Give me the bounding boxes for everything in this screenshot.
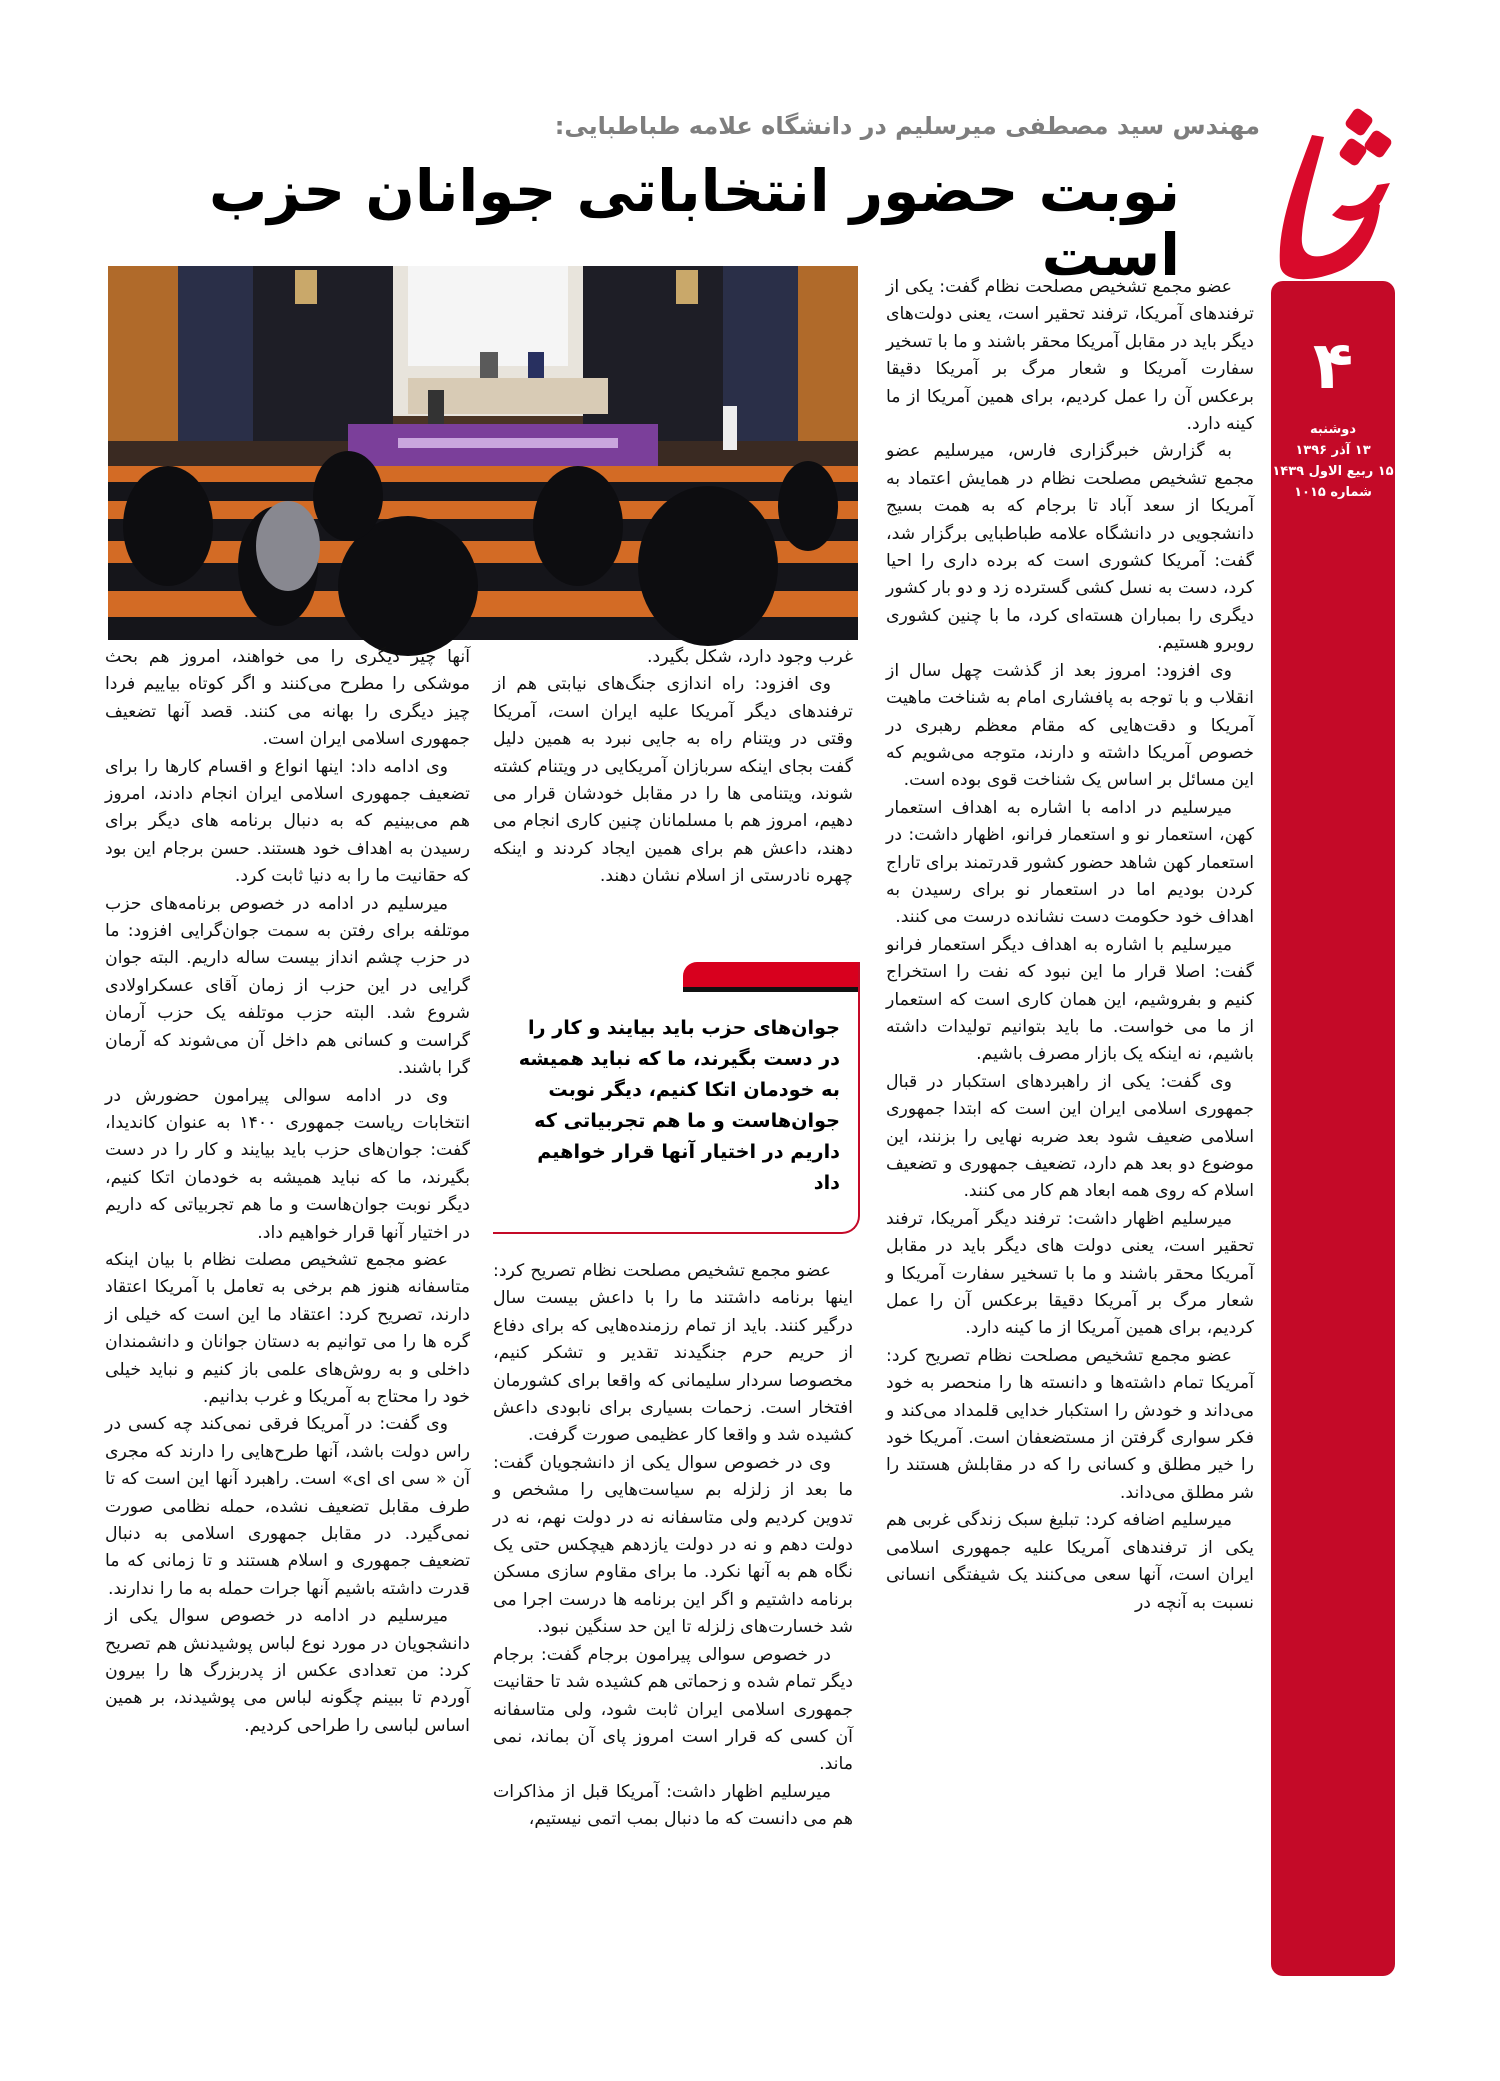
- auditorium-photo-icon: [108, 266, 858, 640]
- paragraph: عضو مجمع تشخیص مصلحت نظام گفت: یکی از ترفندهای آمریکا، ترفند تحقیر است، یعنی دولت‌های دیگر باید در مقابل آمریکا محقر باشند و ما با تسخیر سفارت آمریکا و شعار مرگ بر آمریکا دقیقا برعکس آن را عمل کردیم، برای همین آمریکا از ما کینه دارد.: [886, 277, 1254, 435]
- paragraph: وی در ادامه سوالی پیرامون حضورش در انتخابات ریاست جمهوری ۱۴۰۰ به عنوان کاندیدا، گفت: جوان‌های حزب باید بیایند و کار را در دست بگیرند، ما که نباید همیشه به خودمان اتکا کنیم، دیگر نوبت جوان‌هاست و ما هم تجربیاتی که داریم در اختیار آنها قرار خواهیم داد.: [105, 1085, 470, 1243]
- article-column-right: [886, 274, 1254, 1617]
- paragraph: میرسلیم اظهار داشت: ترفند دیگر آمریکا، ترفند تحقیر است، یعنی دولت های دیگر باید در مقابل آمریکا محقر باشند و ما با تسخیر سفارت آمریکا و شعار مرگ بر آمریکا دقیقا برعکس آن را عمل کردیم، برای همین آمریکا از ما کینه دارد.: [886, 1208, 1254, 1339]
- paragraph: عضو مجمع تشخیص مصلحت نظام تصریح کرد: آمریکا تمام داشته‌ها و دانسته ها را منحصر به خود می‌داند و خودش را استکبار خدایی قلمداد می‌کند و فکر سواری گرفتن از مستضعفان است. آمریکا خود را خیر مطلق و کسانی را که در مقابلش هستند را شر مطلق می‌داند.: [886, 1345, 1254, 1503]
- pull-quote-accent-bar: [683, 962, 858, 992]
- paragraph: غرب وجود دارد، شکل بگیرد.: [647, 647, 853, 667]
- paragraph: در خصوص سوالی پیرامون برجام گفت: برجام دیگر تمام شده و زحماتی هم کشیده شد تا حقانیت جمهوری اسلامی ایران ثابت شود، ولی متاسفانه آن کسی که قرار است امروز پای آن بماند، نمی ماند.: [493, 1644, 853, 1775]
- date-solar: ۱۳ آذر ۱۳۹۶: [1295, 443, 1371, 458]
- paragraph: وی افزود: امروز بعد از گذشت چهل سال از انقلاب و با توجه به پافشاری امام به شناخت ماهیت آمریکا و دقت‌هایی که مقام معظم رهبری در خصوص آمریکا داشته و دارند، متوجه می‌شویم که این مسائل بر اساس یک شناخت قوی بوده است.: [886, 660, 1254, 791]
- paragraph: عضو مجمع تشخیص مصلحت نظام تصریح کرد: اینها برنامه داشتند ما را با داعش بیست سال درگیر کنند. باید از تمام رزمنده‌هایی که برای دفاع از حریم حرم جنگیدند تقدیر و تشکر کنیم، مخصوصا سردار سلیمانی که واقعا برای کشورمان افتخار است. زحمات بسیاری برای نابودی داعش کشیده شد و واقعا کار عظیمی صورت گرفت.: [493, 1261, 853, 1446]
- newspaper-logo: [1244, 90, 1402, 285]
- pull-quote-text: جوان‌های حزب باید بیایند و کار را در دست بگیرند، ما که نباید همیشه به خودمان اتکا کنیم، دیگر نوبت جوان‌هاست و ما هم تجربیاتی که داریم در اختیار آنها قرار خواهیم داد: [518, 1016, 840, 1194]
- weekday: دوشنبه: [1309, 422, 1357, 437]
- svg-text:شما: شما: [1244, 90, 1272, 109]
- issue-meta: [1271, 419, 1395, 503]
- paragraph: وی در خصوص سوال یکی از دانشجویان گفت: ما بعد از زلزله بم سیاست‌هایی را مشخص و تدوین کردیم ولی متاسفانه نه در دولت نهم، نه در دولت دهم و نه در دولت یازدهم هیچکس حتی یک نگاه هم به آنها نکرد. ما برای مقاوم سازی مسکن برنامه داشتیم و اگر این برنامه ها درست اجرا می شد خسارت‌های زلزله تا این حد سنگین نبود.: [493, 1452, 853, 1638]
- paragraph: میرسلیم در ادامه با اشاره به اهداف استعمار کهن، استعمار نو و استعمار فرانو، اظهار داشت: در استعمار کهن شاهد حضور کشور قدرتمند برای تاراج کردن بودیم اما در استعمار نو برای رسیدن به اهداف خود حکومت دست نشانده درست می کنند.: [886, 797, 1254, 928]
- logo-glyph-icon: [1244, 90, 1402, 285]
- page-number: ۴: [1312, 327, 1354, 404]
- article-column-middle-bottom: [493, 1258, 853, 1834]
- pull-quote-box: [493, 962, 860, 1234]
- paragraph: وی گفت: در آمریکا فرقی نمی‌کند چه کسی در راس دولت باشد، آنها طرح‌هایی را دارند که مجری آن « سی ای ای» است. راهبرد آنها این است که تا طرف مقابل تضعیف نشده، حمله نظامی صورت نمی‌گیرد. در مقابل جمهوری اسلامی به دنبال تضعیف جمهوری و اسلام هستند و تا زمانی که ما قدرت داشته باشیم آنها جرات حمله به ما را ندارند.: [105, 1414, 470, 1599]
- paragraph: به گزارش خبرگزاری فارس، میرسلیم عضو مجمع تشخیص مصلحت نظام در همایش اعتماد به آمریکا از سعد آباد تا برجام که به همت بسیج دانشجویی در دانشگاه علامه طباطبایی برگزار شد، گفت: آمریکا کشوری است که برده داری را احیا کرد، دست به نسل کشی گسترده زد و دو بار کشور دیگری را بمباران هسته‌ای کرد، ما با چنین کشوری روبرو هستیم.: [886, 441, 1254, 654]
- paragraph: آنها چیز دیگری را می خواهند، امروز هم بحث موشکی را مطرح می‌کنند و اگر کوتاه بیاییم فردا چیز دیگری را بهانه می کنند. قصد آنها تضعیف جمهوری اسلامی ایران است.: [105, 647, 470, 750]
- paragraph: وی گفت: یکی از راهبردهای استکبار در قبال جمهوری اسلامی ایران این است که ابتدا جمهوری اسلامی ضعیف شود بعد ضربه نهایی را بزنند، این موضوع دو بعد هم دارد، تضعیف جمهوری و تضعیف اسلام که روی همه ابعاد هم کار می کنند.: [886, 1071, 1254, 1202]
- date-lunar: ۱۵ ربیع الاول ۱۴۳۹: [1272, 464, 1394, 479]
- paragraph: میرسلیم در ادامه در خصوص برنامه‌های حزب موتلفه برای رفتن به سمت جوان‌گرایی افزود: ما در حزب چشم انداز بیست ساله داریم. البته جوان گرایی در این حزب از زمان آقای عسکراولادی شروع شد. البته حزب موتلفه یک حزب آرمان گراست و کسانی هم داخل آن می‌شوند که آرمان گرا باشند.: [105, 893, 470, 1079]
- issue-number: شماره ۱۰۱۵: [1294, 485, 1372, 500]
- article-column-left: [105, 644, 470, 1740]
- issue-info-strip: [1271, 281, 1395, 1976]
- paragraph: وی ادامه داد: اینها انواع و اقسام کارها را برای تضعیف جمهوری اسلامی ایران انجام دادند، امروز هم می‌بینیم که به دنبال برنامه های دیگر برای رسیدن به اهداف خود هستند. حسن برجام این بود که حقانیت ما را به دنیا ثابت کرد.: [105, 756, 470, 887]
- article-column-middle-top: [493, 644, 853, 891]
- article-kicker: مهندس سید مصطفی میرسلیم در دانشگاه علامه طباطبایی:: [554, 112, 1260, 140]
- article-photo: [108, 266, 858, 640]
- paragraph: عضو مجمع تشخیص مصلت نظام با بیان اینکه متاسفانه هنوز هم برخی به تعامل با آمریکا اعتقاد دارند، تصریح کرد: اعتقاد ما این است که خیلی از گره ها را می توانیم به دستان جوانان و دانشمندان داخلی و به روش‌های علمی باز کنیم و نباید خیلی خود را محتاج به آمریکا و غرب بدانیم.: [105, 1249, 470, 1407]
- paragraph: وی افزود: راه اندازی جنگ‌های نیابتی هم از ترفندهای دیگر آمریکا علیه ایران است، آمریکا وقتی در ویتنام راه به جایی نبرد به همین دلیل گفت بجای اینکه سربازان آمریکایی در ویتنام کشته شوند، ویتنامی ها را در مقابل خودشان قرار می دهیم، امروز هم با مسلمانان چنین کاری انجام می دهند، داعش هم برای همین ایجاد کردند و اینکه چهره نادرستی از اسلام نشان دهند.: [493, 674, 853, 887]
- paragraph: میرسلیم در ادامه در خصوص سوال یکی از دانشجویان در مورد نوع لباس پوشیدنش هم تصریح کرد: من تعدادی عکس از پدربزرگ ها را بیرون آوردم تا ببینم چگونه لباس می پوشیدند، بر همین اساس لباسی را طراحی کردیم.: [105, 1606, 470, 1736]
- article-headline: نوبت حضور انتخاباتی جوانان حزب است: [209, 157, 1180, 289]
- paragraph: میرسلیم اضافه کرد: تبلیغ سبک زندگی غربی هم یکی از ترفندهای آمریکا علیه جمهوری اسلامی ایران است، آنها سعی می‌کنند یک شیفتگی انسانی نسبت به آنچه در: [886, 1510, 1254, 1613]
- paragraph: میرسلیم با اشاره به اهداف دیگر استعمار فرانو گفت: اصلا قرار ما این نبود که نفت را استخراج کنیم و بفروشیم، این همان کاری است که استعمار از ما می خواست. ما باید بتوانیم تولیدات داشته باشیم، نه اینکه یک بازار مصرف باشیم.: [886, 934, 1254, 1065]
- paragraph: میرسلیم اظهار داشت: آمریکا قبل از مذاکرات هم می دانست که ما دنبال بمب اتمی نیستیم،: [493, 1781, 853, 1830]
